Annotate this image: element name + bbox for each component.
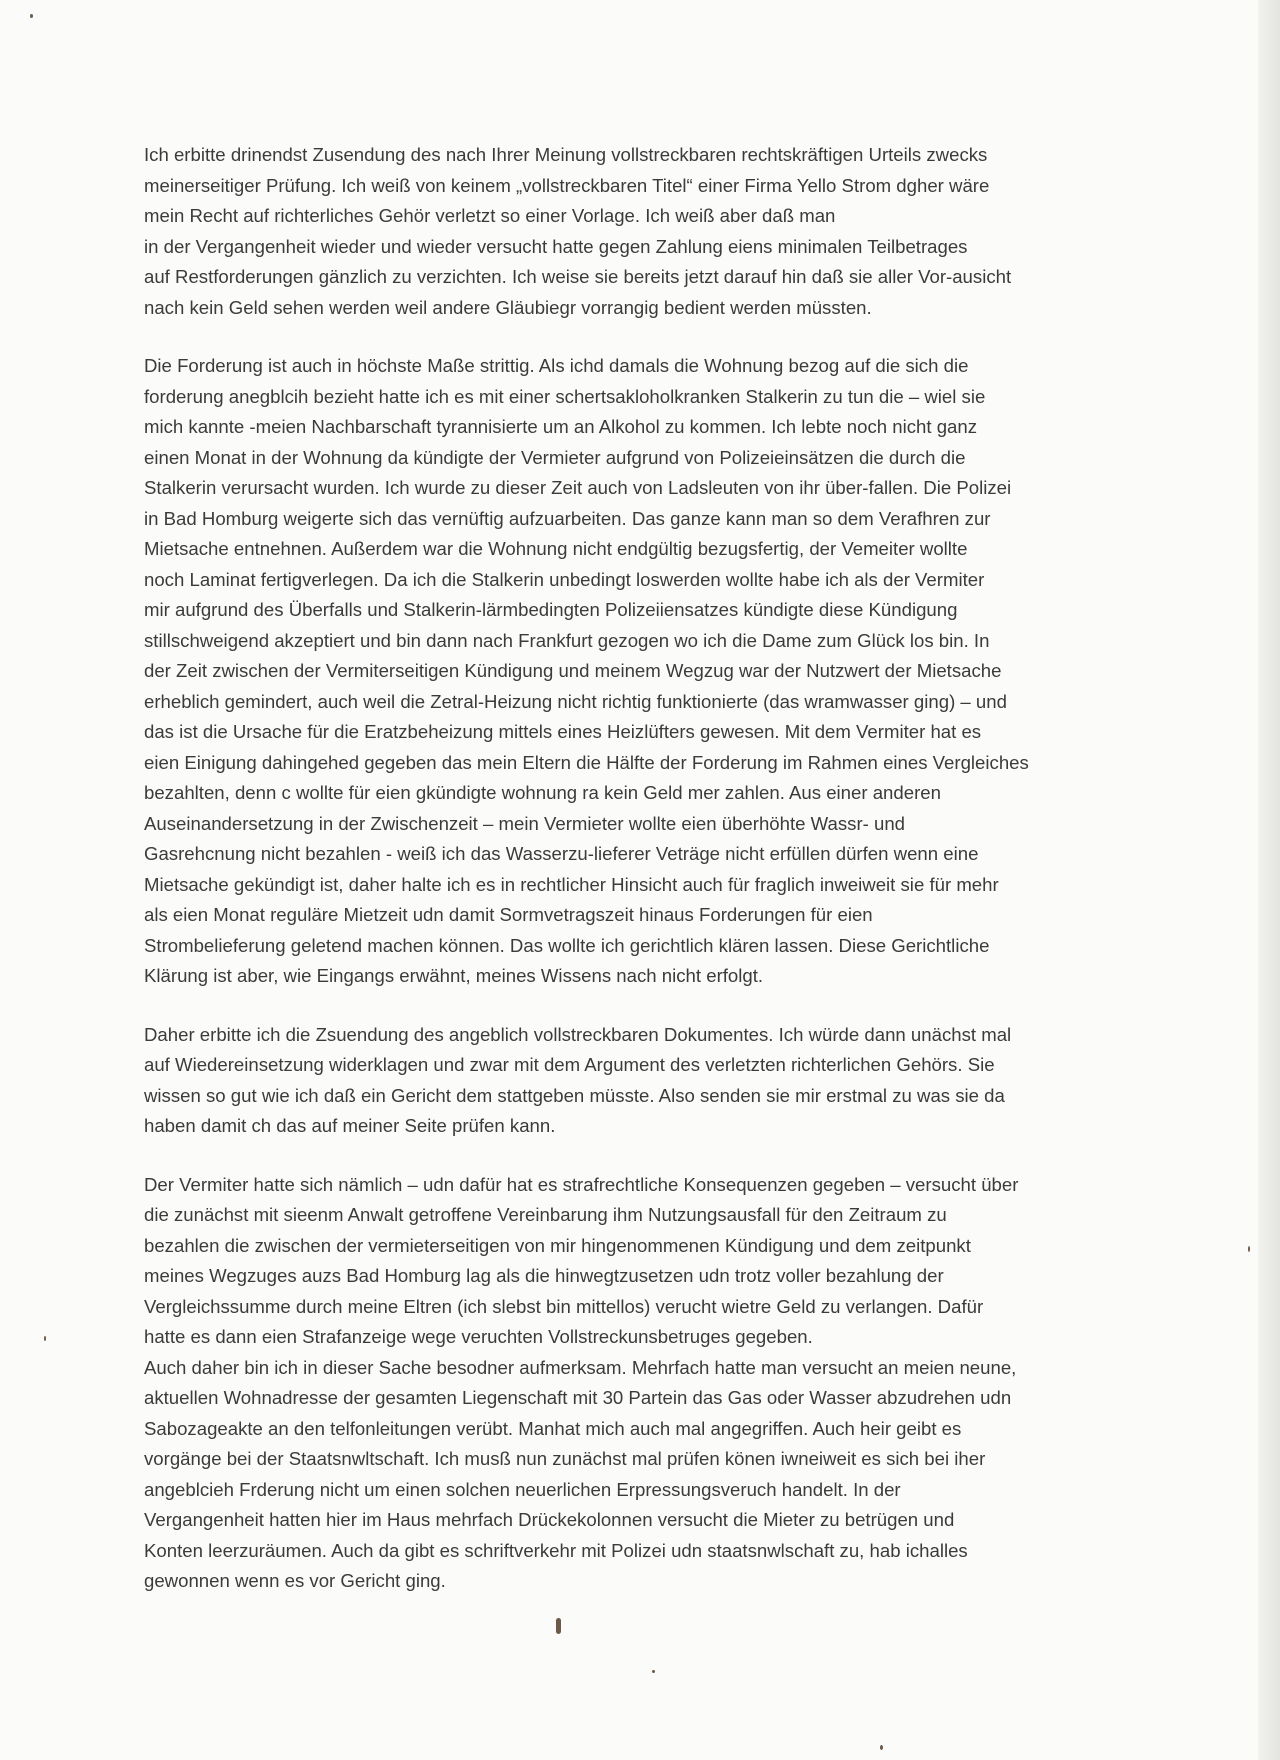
text-line: stillschweigend akzeptiert und bin dann nach Frankfurt gezogen wo ich die Dame zum Glück los bin. In	[144, 629, 990, 651]
text-line: Auch daher bin ich in dieser Sache besodner aufmerksam. Mehrfach hatte man versucht an meien neune,	[144, 1356, 1017, 1378]
text-line: das ist die Ursache für die Eratzbeheizung mittels eines Heizlüfters gewesen. Mit dem Vermiter hat es	[144, 721, 982, 742]
text-line: mein Recht auf richterliches Gehör verletzt so einer Vorlage. Ich weiß aber daß man	[144, 205, 836, 226]
text-line: Strombelieferung geletend machen können. Das wollte ich gerichtlich klären lassen. Diese Gerichtliche	[144, 934, 990, 956]
text-line: Gasrehcnung nicht bezahlen - weiß ich das Wasserzu-lieferer Veträge nicht erfüllen dürfen wenn eine	[144, 843, 979, 864]
text-line: einen Monat in der Wohnung da kündigte der Vermieter aufgrund von Polizeieinsätzen die durch die	[144, 446, 966, 468]
text-line: Vergangenheit hatten hier im Haus mehrfach Drückekolonnen versucht die Mieter zu betrügen und	[144, 1509, 955, 1530]
letter-paragraph	[144, 140, 1104, 323]
text-line: erheblich gemindert, auch weil die Zetral-Heizung nicht richtig funktionierte (das wramwasser ging) – und	[144, 690, 1007, 712]
text-line: Auseinandersetzung in der Zwischenzeit – mein Vermieter wollte eien überhöhte Wassr- und	[144, 812, 906, 834]
text-line: gewonnen wenn es vor Gericht ging.	[144, 1570, 446, 1591]
text-line: aktuellen Wohnadresse der gesamten Liegenschaft mit 30 Partein das Gas oder Wasser abzudrehen udn	[144, 1387, 1012, 1408]
letter-paragraph	[144, 351, 1104, 992]
scan-speck	[880, 1745, 883, 1750]
text-line: als eien Monat reguläre Mietzeit udn damit Sormvetragszeit hinaus Forderungen für eien	[144, 904, 873, 925]
text-line: Konten leerzuräumen. Auch da gibt es schriftverkehr mit Polizei udn staatsnwlschaft zu, hab ichalles	[144, 1539, 968, 1561]
text-line: Der Vermiter hatte sich nämlich – udn dafür hat es strafrechtliche Konsequenzen gegeben – versucht über	[144, 1173, 1019, 1195]
text-line: der Zeit zwischen der Vermiterseitigen Kündigung und meinem Wegzug war der Nutzwert der Mietsache	[144, 660, 1002, 681]
text-line: Daher erbitte ich die Zsuendung des angeblich vollstreckbaren Dokumentes. Ich würde dann unächst mal	[144, 1023, 1012, 1045]
text-line: auf Restforderungen gänzlich zu verzichten. Ich weise sie bereits jetzt darauf hin daß sie aller Vor-ausicht	[144, 266, 1012, 287]
text-line: meinerseitiger Prüfung. Ich weiß von keinem „vollstreckbaren Titel“ einer Firma Yello Strom dgher wäre	[144, 174, 990, 196]
text-line: in der Vergangenheit wieder und wieder versucht hatte gegen Zahlung eiens minimalen Teilbetrages	[144, 235, 968, 257]
scan-speck	[1248, 1246, 1250, 1252]
scan-speck	[652, 1670, 655, 1673]
text-line: nach kein Geld sehen werden weil andere Gläubiegr vorrangig bedient werden müssten.	[144, 296, 872, 318]
text-line: Die Forderung ist auch in höchste Maße strittig. Als ichd damals die Wohnung bezog auf die sich die	[144, 355, 969, 376]
text-line: bezahlten, denn c wollte für eien gkündigte wohnung ra kein Geld mer zahlen. Aus einer anderen	[144, 782, 941, 803]
letter-body	[144, 140, 1104, 1625]
text-line: meines Wegzuges auzs Bad Homburg lag als die hinwegtzusetzen udn trotz voller bezahlung der	[144, 1265, 944, 1286]
text-line: wissen so gut wie ich daß ein Gericht dem stattgeben müsste. Also senden sie mir erstmal zu was sie da	[144, 1084, 1005, 1106]
text-line: Ich erbitte drinendst Zusendung des nach Ihrer Meinung vollstreckbaren rechtskräftigen Urteils zwecks	[144, 144, 988, 165]
text-line: mir aufgrund des Überfalls und Stalkerin-lärmbedingten Polizeiiensatzes kündigte diese Kündigung	[144, 599, 958, 620]
text-line: die zunächst mit sieenm Anwalt getroffene Vereinbarung ihm Nutzungsausfall für den Zeitraum zu	[144, 1204, 947, 1225]
text-line: Mietsache entnehnen. Außerdem war die Wohnung nicht endgültig bezugsfertig, der Vemeiter wollte	[144, 538, 968, 559]
text-line: Stalkerin verursacht wurden. Ich wurde zu dieser Zeit auch von Ladsleuten von ihr über-fallen. Die Polizei	[144, 477, 1012, 498]
scan-speck	[44, 1336, 46, 1341]
letter-paragraph	[144, 1020, 1104, 1142]
text-line: forderung anegblcih bezieht hatte ich es mit einer schertsakloholkranken Stalkerin zu tun die – wiel sie	[144, 385, 986, 407]
text-line: bezahlen die zwischen der vermieterseitigen von mir hingenommenen Kündigung und dem zeitpunkt	[144, 1234, 971, 1256]
text-line: angeblcieh Frderung nicht um einen solchen neuerlichen Erpressungsveruch handelt. In der	[144, 1478, 901, 1500]
text-line: Mietsache gekündigt ist, daher halte ich es in rechtlicher Hinsicht auch für fraglich inweiweit sie für mehr	[144, 873, 999, 895]
text-line: in Bad Homburg weigerte sich das vernüftig aufzuarbeiten. Das ganze kann man so dem Verafhren zur	[144, 507, 991, 529]
text-line: vorgänge bei der Staatsnwltschaft. Ich musß nun zunächst mal prüfen könen iwneiweit es sich bei iher	[144, 1448, 986, 1469]
text-line: Sabozageakte an den telfonleitungen verübt. Manhat mich auch mal angegriffen. Auch heir geibt es	[144, 1417, 962, 1439]
scan-speck	[30, 14, 33, 18]
text-line: Vergleichssumme durch meine Eltren (ich slebst bin mittellos) verucht wietre Geld zu verlangen. Dafür	[144, 1295, 984, 1317]
page-edge-shadow	[1258, 0, 1280, 1760]
text-line: haben damit ch das auf meiner Seite prüfen kann.	[144, 1115, 556, 1136]
text-line: auf Wiedereinsetzung widerklagen und zwar mit dem Argument des verletzten richterlichen Gehörs. Sie	[144, 1054, 995, 1075]
letter-paragraph	[144, 1170, 1104, 1597]
text-line: noch Laminat fertigverlegen. Da ich die Stalkerin unbedingt loswerden wollte habe ich als der Vermiter	[144, 568, 985, 590]
text-line: hatte es dann eien Strafanzeige wege veruchten Vollstreckunsbetruges gegeben.	[144, 1326, 813, 1347]
text-line: eien Einigung dahingehed gegeben das mein Eltern die Hälfte der Forderung im Rahmen eines Vergleiches	[144, 751, 1029, 773]
text-line: Klärung ist aber, wie Eingangs erwähnt, meines Wissens nach nicht erfolgt.	[144, 965, 764, 986]
text-line: mich kannte -meien Nachbarschaft tyrannisierte um an Alkohol zu kommen. Ich lebte noch nicht ganz	[144, 416, 978, 437]
